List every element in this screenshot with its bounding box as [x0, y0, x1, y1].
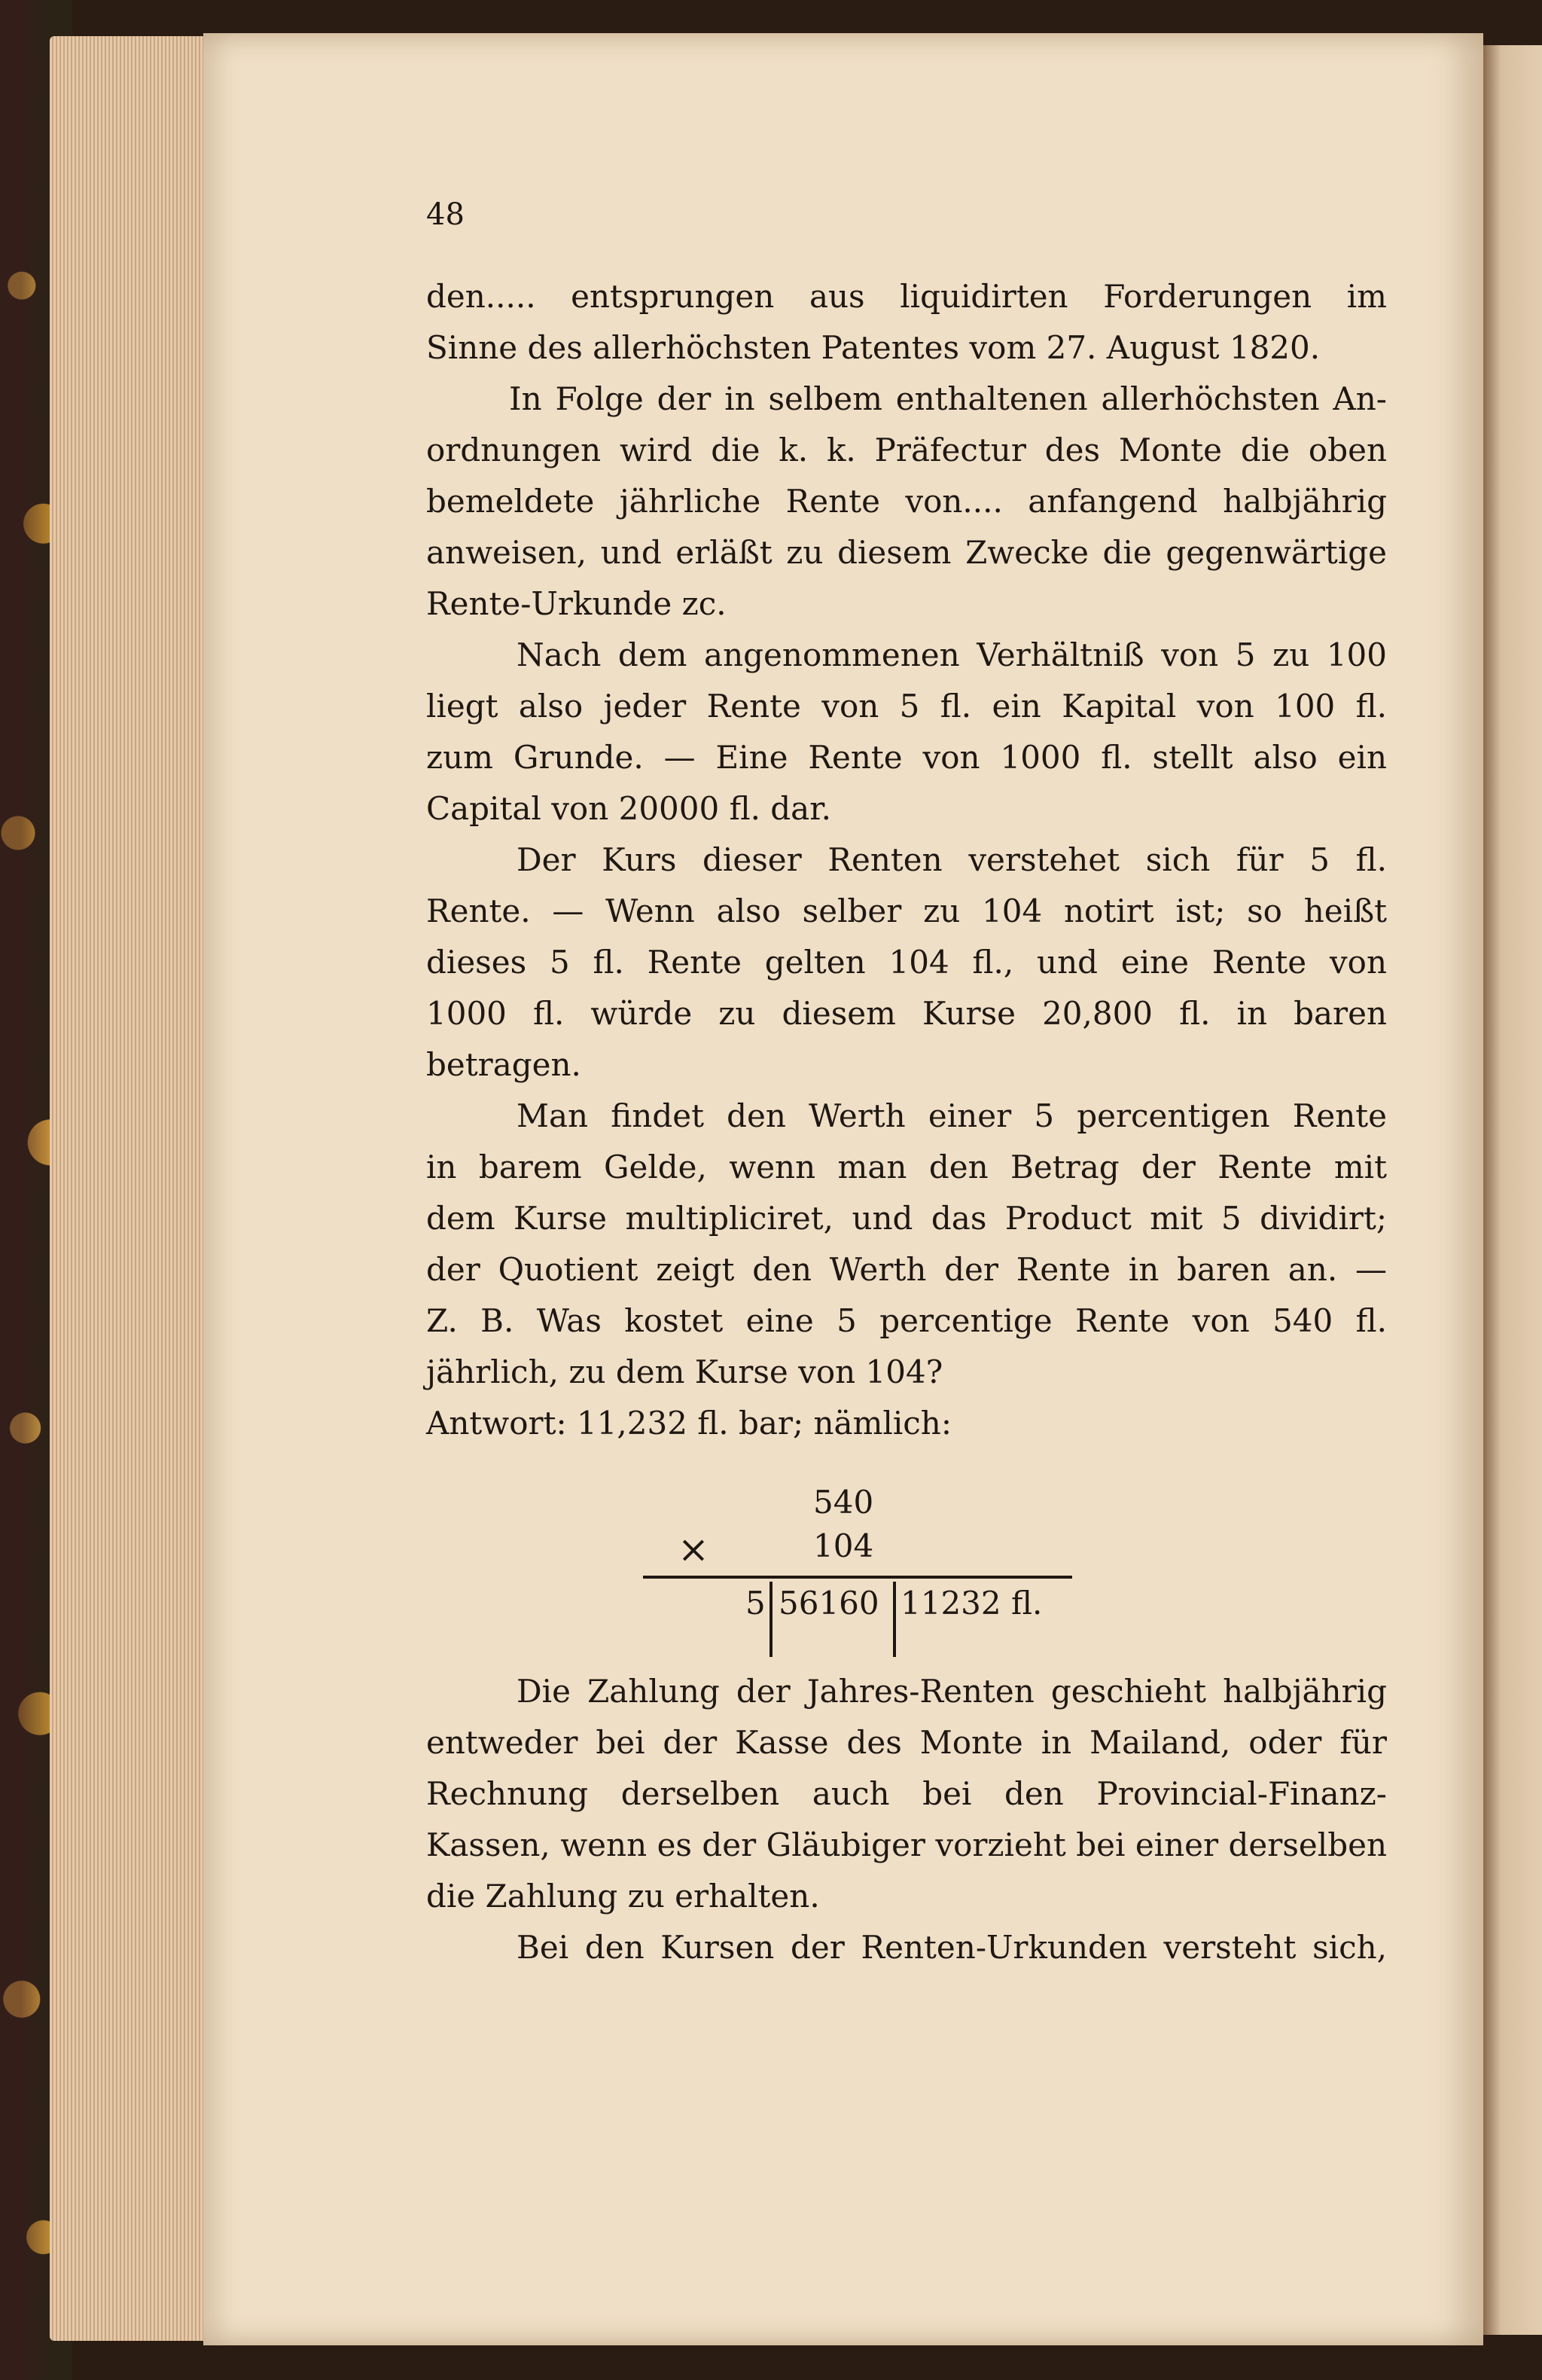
calc-product: 56160	[779, 1585, 879, 1622]
text-line: entweder bei der Kasse des Monte in Mailand, oder für	[426, 1724, 1387, 1761]
text-line: in barem Gelde, wenn man den Betrag der Rente mit	[426, 1149, 1387, 1185]
text-line: die Zahlung zu erhalten.	[426, 1878, 820, 1915]
text-line: bemeldete jährliche Rente von.... anfangend halbjährig	[426, 483, 1387, 520]
text-line: betragen.	[426, 1046, 581, 1083]
text-line: liegt also jeder Rente von 5 fl. ein Kapital von 100 fl.	[426, 688, 1387, 725]
text-line: den..... entsprungen aus liquidirten Forderungen im	[426, 278, 1387, 315]
calc-multiplicand: 540	[813, 1484, 874, 1521]
facing-page-edge	[1483, 45, 1542, 2335]
text-line: Rente. — Wenn also selber zu 104 notirt ist; so heißt	[426, 892, 1387, 929]
multiply-sign-icon: ×	[678, 1527, 709, 1571]
calc-divisor: 5	[745, 1585, 766, 1622]
text-line: Rechnung derselben auch bei den Provincial-Finanz-	[426, 1775, 1387, 1812]
text-line: Capital von 20000 fl. dar.	[426, 790, 832, 827]
calc-quotient: 11232 fl.	[901, 1585, 1043, 1622]
text-line: Sinne des allerhöchsten Patentes vom 27. August 1820.	[426, 329, 1321, 366]
text-line: dieses 5 fl. Rente gelten 104 fl., und eine Rente von	[426, 944, 1387, 981]
calc-divider-right	[893, 1582, 896, 1657]
text-line: Der Kurs dieser Renten verstehet sich für 5 fl.	[517, 841, 1387, 878]
text-line: Antwort: 11,232 fl. bar; nämlich:	[426, 1405, 952, 1442]
text-line: Rente-Urkunde zc.	[426, 585, 727, 622]
text-line: Die Zahlung der Jahres-Renten geschieht halbjährig	[517, 1673, 1387, 1710]
text-line: 1000 fl. würde zu diesem Kurse 20,800 fl. in baren	[426, 995, 1387, 1032]
page-number: 48	[426, 197, 465, 232]
text-line: dem Kurse multipliciret, und das Product mit 5 dividirt;	[426, 1200, 1387, 1237]
calc-multiplier: 104	[813, 1527, 874, 1564]
text-line: Kassen, wenn es der Gläubiger vorzieht bei einer derselben	[426, 1826, 1387, 1863]
text-line: jährlich, zu dem Kurse von 104?	[426, 1353, 943, 1390]
calc-divider-left	[769, 1582, 773, 1657]
text-line: In Folge der in selbem enthaltenen allerhöchsten An-	[509, 380, 1387, 417]
text-line: Bei den Kursen der Renten-Urkunden versteht sich,	[517, 1929, 1387, 1966]
page-stack-edges	[50, 36, 211, 2341]
text-line: Man findet den Werth einer 5 percentigen Rente	[517, 1097, 1387, 1134]
text-line: zum Grunde. — Eine Rente von 1000 fl. stellt also ein	[426, 739, 1387, 776]
text-line: ordnungen wird die k. k. Präfectur des Monte die oben	[426, 432, 1387, 468]
text-line: Z. B. Was kostet eine 5 percentige Rente von 540 fl.	[426, 1302, 1387, 1339]
text-line: der Quotient zeigt den Werth der Rente in baren an. —	[426, 1251, 1387, 1288]
text-line: anweisen, und erläßt zu diesem Zwecke die gegenwärtige	[426, 534, 1387, 571]
calc-rule	[643, 1576, 1072, 1579]
text-line: Nach dem angenommenen Verhältniß von 5 zu 100	[517, 636, 1387, 673]
cover-edge	[0, 0, 53, 2380]
